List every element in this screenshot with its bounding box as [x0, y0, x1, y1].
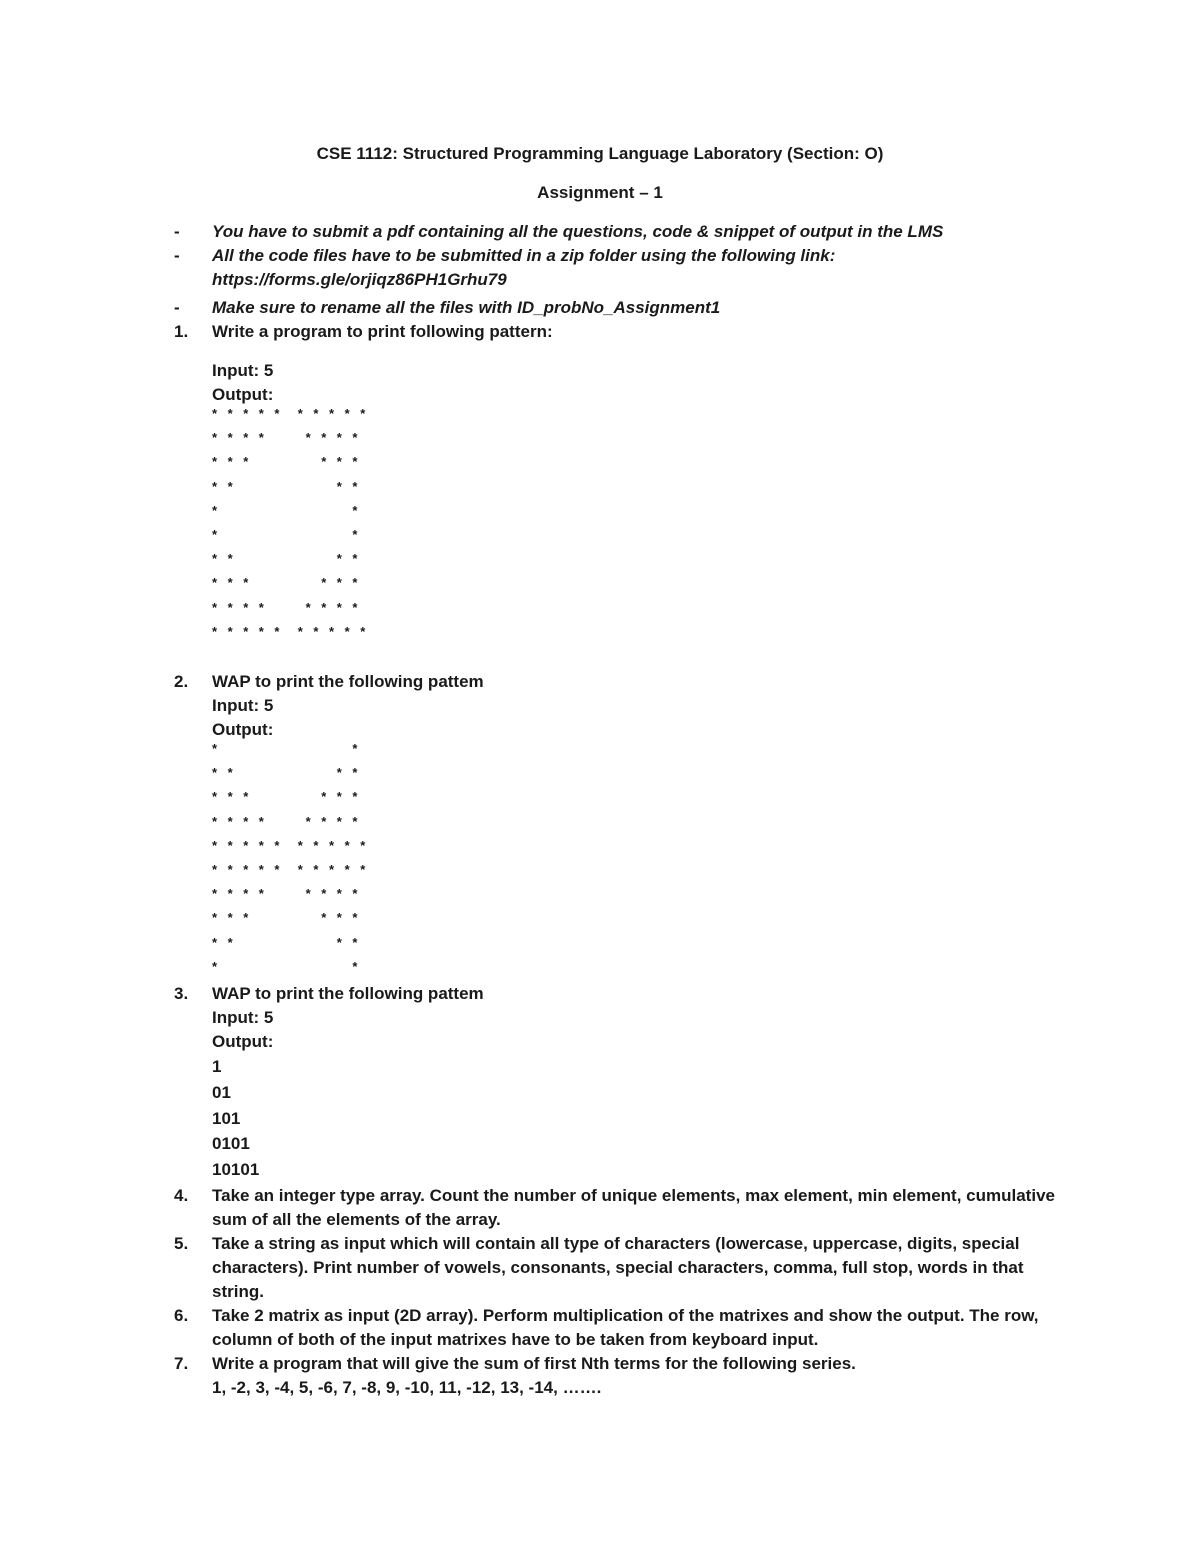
pattern-star: * [336, 478, 342, 494]
pattern-star: * [336, 813, 342, 829]
pattern-star: * [243, 910, 249, 926]
pattern-star: * [258, 813, 264, 829]
pattern-star: * [212, 623, 218, 639]
pattern-star: * [329, 862, 335, 877]
pattern-star: * [321, 813, 327, 829]
pattern-star: * [336, 454, 342, 470]
pattern-star: * [321, 454, 327, 470]
pattern-star: * [352, 551, 358, 567]
pattern-star: * [212, 958, 218, 974]
pattern-star: * [243, 599, 249, 615]
pattern-star: * [352, 813, 358, 829]
pattern-star: * [212, 886, 218, 902]
instruction-3: Make sure to rename all the files with ID_probNo_Assignment1 [212, 298, 721, 317]
problem-1-title: Write a program to print following pattern: [212, 322, 553, 341]
problem-3-output: Output: [212, 1032, 274, 1051]
pattern-star: * [212, 813, 218, 829]
pattern-star: * [352, 910, 358, 926]
instruction-bullet: - [174, 222, 180, 241]
problem-3-title: WAP to print the following pattem [212, 984, 484, 1003]
problem-3-pattern-row: 01 [212, 1083, 231, 1102]
pattern-star: * [227, 406, 233, 421]
pattern-star: * [258, 886, 264, 902]
pattern-star: * [336, 789, 342, 805]
pattern-star: * [227, 430, 233, 446]
pattern-star: * [258, 430, 264, 446]
problem-7-series: 1, -2, 3, -4, 5, -6, 7, -8, 9, -10, 11, -12, 13, -14, ……. [212, 1378, 602, 1397]
problem-number: 4. [174, 1186, 189, 1205]
pattern-star: * [344, 623, 350, 639]
pattern-star: * [352, 454, 358, 470]
problem-3-pattern-row: 101 [212, 1109, 241, 1128]
instruction-bullet: - [174, 246, 180, 265]
pattern-star: * [212, 454, 218, 470]
problem-2-output: Output: [212, 720, 274, 739]
pattern-star: * [360, 837, 366, 853]
instruction-1: You have to submit a pdf containing all the questions, code & snippet of output in the LMS [212, 222, 944, 241]
problem-4-text: Take an integer type array. Count the number of unique elements, max element, min element, cumulative [212, 1186, 1055, 1205]
pattern-star: * [212, 765, 218, 781]
pattern-star: * [243, 789, 249, 805]
problem-5-text: string. [212, 1282, 264, 1301]
pattern-star: * [336, 575, 342, 591]
problem-1-output: Output: [212, 385, 274, 404]
instruction-2: All the code files have to be submitted in a zip folder using the following link: [212, 246, 836, 265]
pattern-star: * [321, 886, 327, 902]
problem-number: 6. [174, 1306, 189, 1325]
pattern-star: * [344, 406, 350, 421]
problem-6-text: column of both of the input matrixes have to be taken from keyboard input. [212, 1330, 819, 1349]
problem-number: 7. [174, 1354, 189, 1373]
pattern-star: * [305, 430, 311, 446]
pattern-star: * [352, 478, 358, 494]
pattern-star: * [321, 910, 327, 926]
pattern-star: * [352, 789, 358, 805]
pattern-star: * [258, 623, 264, 639]
pattern-star: * [352, 575, 358, 591]
pattern-star: * [297, 862, 303, 877]
pattern-star: * [274, 406, 280, 421]
pattern-star: * [258, 837, 264, 853]
pattern-star: * [344, 862, 350, 877]
pattern-star: * [227, 765, 233, 781]
assignment-heading: Assignment – 1 [537, 183, 663, 202]
pattern-star: * [360, 406, 366, 421]
pattern-star: * [243, 862, 249, 877]
problem-3-input: Input: 5 [212, 1008, 274, 1027]
pattern-star: * [321, 575, 327, 591]
pattern-star: * [227, 478, 233, 494]
instruction-bullet: - [174, 298, 180, 317]
pattern-star: * [227, 599, 233, 615]
pattern-star: * [313, 623, 319, 639]
problem-6-text: Take 2 matrix as input (2D array). Perform multiplication of the matrixes and show the output. The row, [212, 1306, 1039, 1325]
pattern-star: * [297, 406, 303, 421]
pattern-star: * [321, 599, 327, 615]
pattern-star: * [352, 430, 358, 446]
pattern-star: * [329, 837, 335, 853]
pattern-star: * [227, 910, 233, 926]
pattern-star: * [313, 862, 319, 877]
problem-number: 2. [174, 672, 189, 691]
pattern-star: * [227, 575, 233, 591]
pattern-star: * [212, 741, 218, 756]
pattern-star: * [329, 406, 335, 421]
pattern-star: * [321, 789, 327, 805]
pattern-star: * [227, 551, 233, 567]
instruction-link: https://forms.gle/orjiqz86PH1Grhu79 [212, 270, 507, 289]
pattern-star: * [227, 789, 233, 805]
pattern-star: * [227, 837, 233, 853]
pattern-star: * [336, 551, 342, 567]
pattern-star: * [336, 934, 342, 950]
pattern-star: * [227, 813, 233, 829]
pattern-star: * [258, 406, 264, 421]
problem-3-pattern-row: 1 [212, 1057, 222, 1076]
problem-number: 1. [174, 322, 189, 341]
pattern-star: * [305, 813, 311, 829]
pattern-star: * [243, 406, 249, 421]
pattern-star: * [227, 862, 233, 877]
pattern-star: * [212, 789, 218, 805]
problem-1-input: Input: 5 [212, 361, 274, 380]
problem-2-input: Input: 5 [212, 696, 274, 715]
pattern-star: * [305, 886, 311, 902]
pattern-star: * [313, 406, 319, 421]
pattern-star: * [243, 623, 249, 639]
pattern-star: * [212, 575, 218, 591]
problem-number: 5. [174, 1234, 189, 1253]
document-title: CSE 1112: Structured Programming Language Laboratory (Section: O) [316, 144, 884, 163]
pattern-star: * [212, 430, 218, 446]
pattern-star: * [212, 599, 218, 615]
problem-5-text: characters). Print number of vowels, consonants, special characters, comma, full stop, words in that [212, 1258, 1024, 1277]
problem-3-pattern-row: 10101 [212, 1160, 260, 1179]
pattern-star: * [212, 910, 218, 926]
pattern-star: * [243, 575, 249, 591]
pattern-star: * [360, 862, 366, 877]
pattern-star: * [243, 813, 249, 829]
pattern-star: * [227, 623, 233, 639]
pattern-star: * [212, 502, 218, 518]
pattern-star: * [329, 623, 335, 639]
pattern-star: * [352, 527, 358, 542]
problem-4-text: sum of all the elements of the array. [212, 1210, 501, 1229]
pattern-star: * [336, 599, 342, 615]
pattern-star: * [352, 765, 358, 781]
pattern-star: * [212, 862, 218, 877]
pattern-star: * [227, 454, 233, 470]
problem-5-text: Take a string as input which will contain all type of characters (lowercase, uppercase, digits, special [212, 1234, 1020, 1253]
problem-3-pattern-row: 0101 [212, 1134, 250, 1153]
pattern-star: * [336, 765, 342, 781]
pattern-star: * [274, 623, 280, 639]
pattern-star: * [243, 837, 249, 853]
pattern-star: * [321, 430, 327, 446]
pattern-star: * [352, 502, 358, 518]
pattern-star: * [313, 837, 319, 853]
pattern-star: * [352, 886, 358, 902]
pattern-star: * [352, 741, 358, 756]
pattern-star: * [305, 599, 311, 615]
pattern-star: * [274, 837, 280, 853]
pattern-star: * [297, 837, 303, 853]
problem-2-title: WAP to print the following pattem [212, 672, 484, 691]
pattern-star: * [243, 430, 249, 446]
pattern-star: * [227, 886, 233, 902]
pattern-star: * [336, 430, 342, 446]
pattern-star: * [212, 837, 218, 853]
pattern-star: * [212, 551, 218, 567]
pattern-star: * [336, 886, 342, 902]
pattern-star: * [212, 478, 218, 494]
problem-number: 3. [174, 984, 189, 1003]
problem-7-text: Write a program that will give the sum of first Nth terms for the following series. [212, 1354, 856, 1373]
pattern-star: * [243, 454, 249, 470]
pattern-star: * [212, 527, 218, 542]
pattern-star: * [274, 862, 280, 877]
pattern-star: * [360, 623, 366, 639]
pattern-star: * [258, 599, 264, 615]
pattern-star: * [243, 886, 249, 902]
pattern-star: * [212, 934, 218, 950]
pattern-star: * [352, 599, 358, 615]
pattern-star: * [352, 958, 358, 974]
pattern-star: * [344, 837, 350, 853]
pattern-star: * [336, 910, 342, 926]
pattern-star: * [352, 934, 358, 950]
pattern-star: * [227, 934, 233, 950]
pattern-star: * [212, 406, 218, 421]
pattern-star: * [258, 862, 264, 877]
pattern-star: * [297, 623, 303, 639]
